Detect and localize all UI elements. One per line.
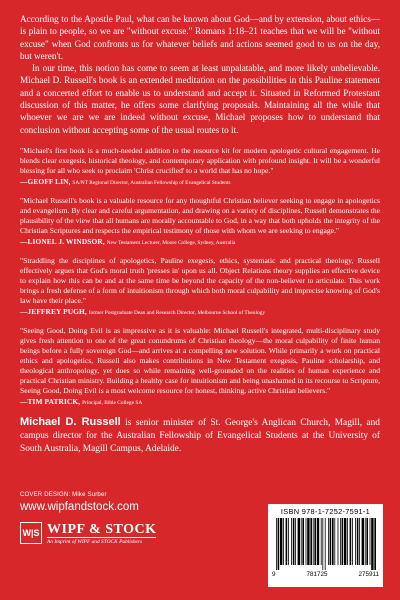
barcode-stripe xyxy=(322,518,323,570)
barcode-stripe xyxy=(325,518,326,570)
cover-design-credit: COVER DESIGN: Mike Surber xyxy=(20,492,107,498)
barcode-stripe xyxy=(307,518,309,565)
barcode-icon xyxy=(272,518,379,570)
endorsements xyxy=(20,146,380,408)
barcode-stripe xyxy=(280,518,282,565)
barcode-stripe xyxy=(362,518,364,565)
barcode-stripe xyxy=(359,518,360,565)
author-bio xyxy=(20,416,380,455)
barcode-stripe xyxy=(276,518,277,570)
endorser-role: New Testament Lecturer, Moore College, Sydney, Australia xyxy=(106,239,236,246)
barcode-stripe xyxy=(330,518,332,565)
barcode-stripe xyxy=(328,518,329,565)
barcode-stripe xyxy=(350,518,352,565)
blurb-paragraph-2: In our time, this notion has come to seem at least unpalatable, and more likely unbelievable. Michael D. Russell's book is an extended meditation on the possibilities in this Pauline statement and a concerted effort to enable us to understand and accept it. Situated in Reformed Protestant discussion of this matter, he offers some clarifying proposals. Maintaining all the while that whoever we are we are indeed without excuse, Michael proposes how to understand that conclusion without accepting some of the usual routes to it. xyxy=(20,63,380,135)
publisher-mark-icon: W|S xyxy=(20,522,42,544)
isbn-label: ISBN 978-1-7252-7591-1 xyxy=(280,507,371,516)
barcode-stripe xyxy=(278,518,280,570)
barcode-stripe xyxy=(334,518,335,565)
endorser-name: —TIM PATRICK, xyxy=(20,396,81,406)
barcode-stripe xyxy=(310,518,312,565)
barcode-stripe xyxy=(365,518,366,565)
barcode-stripe xyxy=(314,518,316,565)
barcode-stripe xyxy=(301,518,302,565)
barcode-stripe xyxy=(342,518,344,565)
publisher-website: www.wipfandstock.com xyxy=(20,501,139,513)
endorser-name: —JEFFREY PUGH, xyxy=(20,306,87,316)
barcode-stripe xyxy=(283,518,284,565)
endorsement-attribution xyxy=(20,307,380,318)
barcode-stripe xyxy=(302,518,304,565)
publisher-tagline: An Imprint of WIPF and STOCK Publishers xyxy=(47,537,156,545)
barcode-stripe xyxy=(295,518,296,565)
barcode-stripe xyxy=(347,518,348,565)
endorsement-attribution xyxy=(20,397,380,408)
barcode-stripe xyxy=(288,518,289,565)
barcode-block xyxy=(268,504,383,587)
book-blurb xyxy=(20,13,380,136)
publisher-logo xyxy=(20,522,156,545)
endorsement xyxy=(20,146,380,188)
endorsement xyxy=(20,196,380,248)
barcode-stripe xyxy=(321,518,322,565)
endorsement-attribution xyxy=(20,237,380,248)
endorser-name: —GEOFF LIN, xyxy=(20,176,71,186)
endorsement-text: "Seeing Good, Doing Evil is as impressive as it is valuable: Michael Russell's integrated, multi-disciplinary study gives fresh attention to one of the great conundrums of Christian theology—the moral culpability of finite human beings before a fully sovereign God—and arrives at a compelling new solution. While primarily a work on practical ethics and apologetics, Russell also makes contributions in New Testament exegesis, Pauline scholarship, and theological anthropology, yet does so while remaining well-grounded on the realities of human experience and practical Christian ministry. Building a healthy case for intuitionism and being unashamed in its recourse to Scripture, Seeing Good, Doing Evil is a most welcome resource for honest, thinking, active Christian believers." xyxy=(20,325,380,395)
endorser-role: Principal, Bible College SA xyxy=(82,399,143,406)
barcode-digits xyxy=(272,571,379,578)
endorsement-text: "Straddling the disciplines of apologetics, Pauline exegesis, ethics, systematic and practical theology, Russell effectively argues that God's moral truth 'presses in' upon us all. Object Relations theory supplies an effective device to explain how this can be and at the same time be beyond the capacity of the non-believer to articulate. This work brings a fresh defense of a form of intuitionism through which both moral culpability and imprecise knowing of God's law have their place." xyxy=(20,255,380,305)
author-name: Michael D. Russell xyxy=(20,415,121,428)
barcode-digit-first: 9 xyxy=(272,571,276,578)
barcode-stripe xyxy=(332,518,334,565)
barcode-stripe xyxy=(352,518,353,565)
barcode-stripe xyxy=(338,518,339,565)
barcode-stripe xyxy=(291,518,292,565)
barcode-stripe xyxy=(340,518,341,565)
barcode-stripe xyxy=(357,518,359,565)
endorsement xyxy=(20,326,380,408)
barcode-digits-group-1: 781725 xyxy=(306,571,328,578)
barcode-stripe xyxy=(344,518,346,565)
barcode-stripe xyxy=(374,518,376,570)
barcode-stripe xyxy=(313,518,314,565)
endorsement-text: "Michael's first book is a much-needed addition to the resource kit for modern apologetic cultural engagement. He blends clear exegesis, historical theology, and contemporary application with profound insight. It will be a wonderful blessing for all who seek to proclaim 'Christ crucified' to a world that has no hope." xyxy=(20,145,380,175)
blurb-paragraph-1: According to the Apostle Paul, what can be known about God—and by extension, about ethics—is plain to people, so we are "without excuse." Romans 1:18–21 teaches that we will be "without excuse" when God confronts us for whatever beliefs and actions seemed good to us on the day, but weren't. xyxy=(20,14,380,61)
endorser-name: —LIONEL J. WINDSOR, xyxy=(20,236,105,246)
endorsement-text: "Michael Russell's book is a valuable resource for any thoughtful Christian believer seeking to engage in apologetics and evangelism. By clear and careful argumentation, and drawing on a variety of disciplines, Russell demonstrates the plausibility of the view that all humans are morally accountable to God, in a way that both upholds the integrity of the Christian Scriptures and respects the empirical testimony of those with whom we are seeking to engage." xyxy=(20,195,380,235)
barcode-stripe xyxy=(370,518,371,565)
barcode-stripe xyxy=(306,518,307,565)
barcode-stripe xyxy=(293,518,295,565)
barcode-stripe xyxy=(298,518,300,565)
barcode-stripe xyxy=(317,518,319,565)
publisher-name: WIPF & STOCK xyxy=(47,522,157,537)
author-bio-text: is senior minister of St. George's Anglican Church, Magill, and campus director for the Australian Fellowship of Evangelical Students at the University of South Australia, Magill Campus, Adelaide. xyxy=(20,417,380,454)
endorser-role: SA/NT Regional Director, Australian Fellowship of Evangelical Students xyxy=(72,179,231,186)
barcode-digits-group-2: 275911 xyxy=(358,571,379,578)
endorser-role: former Postgraduate Dean and Research Director, Melbourne School of Theology xyxy=(88,309,266,316)
barcode-stripe xyxy=(355,518,356,565)
endorsement-attribution xyxy=(20,177,380,188)
barcode-stripe xyxy=(366,518,368,565)
barcode-stripe xyxy=(371,518,373,570)
barcode-stripe xyxy=(286,518,288,565)
publisher-logo-text xyxy=(47,522,156,545)
endorsement xyxy=(20,256,380,318)
